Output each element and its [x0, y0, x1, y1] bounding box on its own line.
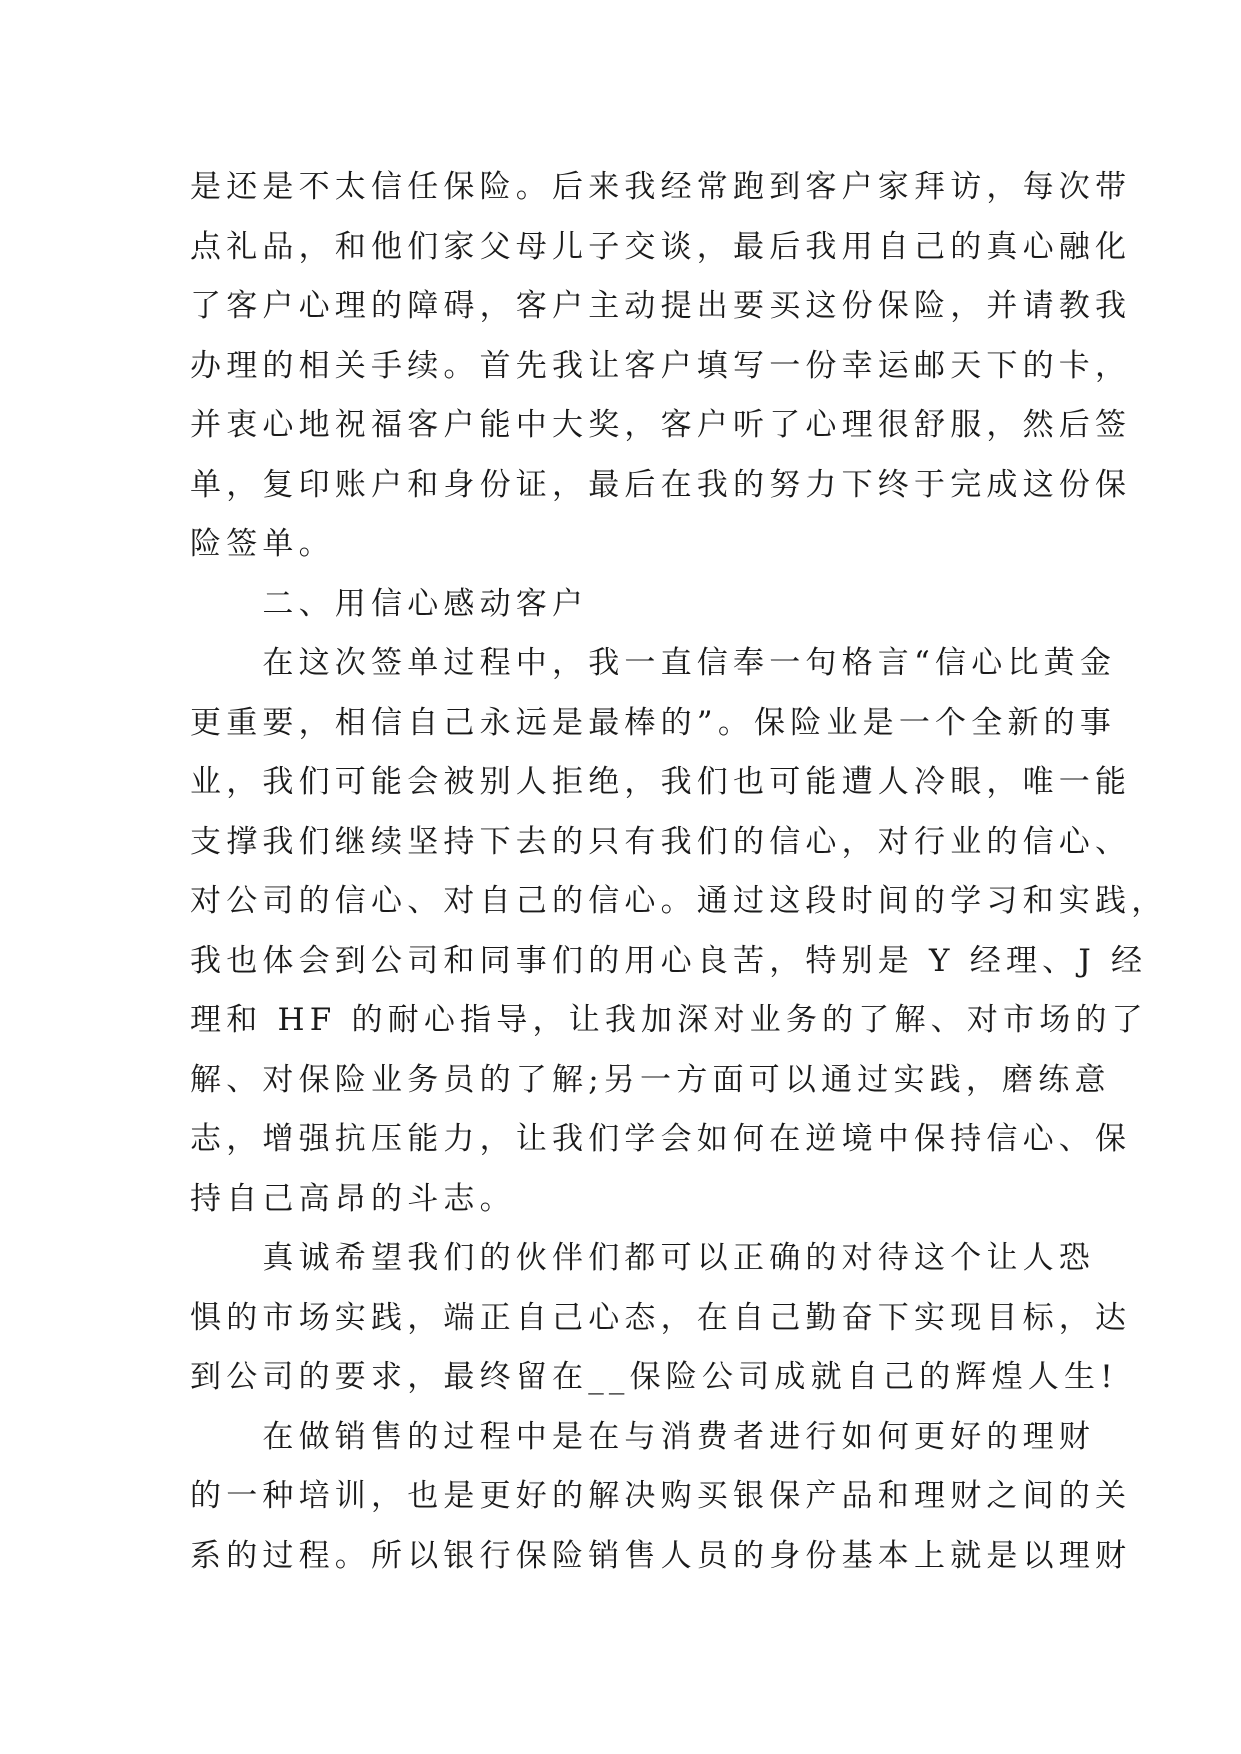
text-line: 的一种培训，也是更好的解决购买银保产品和理财之间的关: [190, 1478, 1132, 1514]
text-line: 点礼品，和他们家父母儿子交谈，最后我用自己的真心融化: [190, 228, 1132, 265]
text-line: 在做销售的过程中是在与消费者进行如何更好的理财: [190, 1418, 1095, 1455]
text-line: 了客户心理的障碍，客户主动提出要买这份保险，并请教我: [190, 288, 1132, 324]
paragraph-confidence: [190, 634, 1168, 1229]
text-line: 系的过程。所以银行保险销售人员的身份基本上就是以理财: [190, 1537, 1132, 1574]
text-line: 并衷心地祝福客户能中大奖，客户听了心理很舒服，然后签: [190, 407, 1132, 443]
text-line: 理和 HF 的耐心指导，让我加深对业务的了解、对市场的了: [190, 1002, 1148, 1038]
text-line: 支撑我们继续坚持下去的只有我们的信心，对行业的信心、: [190, 823, 1132, 860]
paragraph-hope: [190, 1229, 1132, 1408]
text-line: 办理的相关手续。首先我让客户填写一份幸运邮天下的卡，: [190, 347, 1132, 384]
text-line: 我也体会到公司和同事们的用心良苦，特别是 Y 经理、J 经: [190, 942, 1148, 979]
text-line: 解、对保险业务员的了解;另一方面可以通过实践，磨练意: [190, 1061, 1111, 1098]
section-heading: [190, 575, 1050, 635]
text-line: 更重要，相信自己永远是最棒的”。保险业是一个全新的事: [190, 704, 1117, 741]
text-line: 是还是不太信任保险。后来我经常跑到客户家拜访，每次带: [190, 169, 1132, 205]
text-line: 持自己高昂的斗志。: [190, 1180, 516, 1217]
text-line: 惧的市场实践，端正自己心态，在自己勤奋下实现目标，达: [190, 1299, 1132, 1336]
heading-text: 二、用信心感动客户: [190, 585, 589, 622]
text-line: 在这次签单过程中，我一直信奉一句格言“信心比黄金: [190, 645, 1117, 681]
text-line: 真诚希望我们的伙伴们都可以正确的对待这个让人恐: [190, 1240, 1095, 1276]
text-line: 业，我们可能会被别人拒绝，我们也可能遭人冷眼，唯一能: [190, 764, 1132, 800]
text-line: 险签单。: [190, 526, 335, 562]
text-line: 到公司的要求，最终留在__保险公司成就自己的辉煌人生!: [190, 1359, 1118, 1395]
text-line: 志，增强抗压能力，让我们学会如何在逆境中保持信心、保: [190, 1121, 1132, 1157]
document-body: [190, 158, 1168, 1586]
paragraph-customer-visit: [190, 158, 1132, 575]
text-line: 对公司的信心、对自己的信心。通过这段时间的学习和实践，: [190, 883, 1168, 919]
paragraph-sales: [190, 1408, 1132, 1587]
text-line: 单，复印账户和身份证，最后在我的努力下终于完成这份保: [190, 466, 1132, 503]
